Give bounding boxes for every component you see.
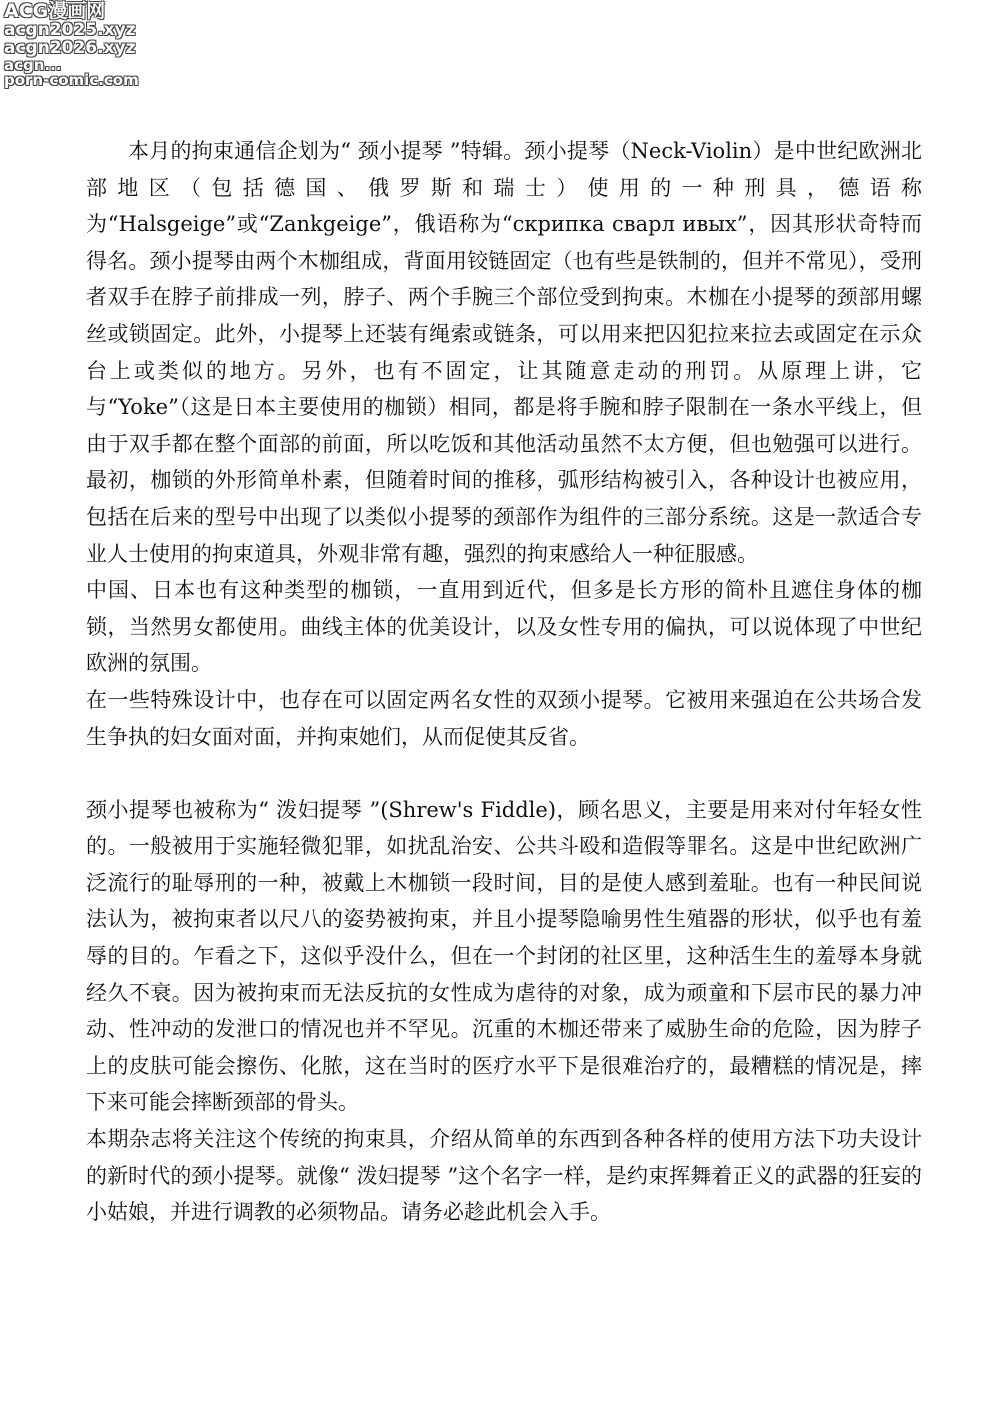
paragraph-spacer	[86, 755, 922, 792]
article-body	[86, 133, 922, 1231]
watermark-line: acgn2026.xyz	[4, 37, 136, 58]
paragraph: 在一些特殊设计中，也存在可以固定两名女性的双颈小提琴。它被用来强迫在公共场合发生争执的妇女面对面，并拘束她们，从而促使其反省。	[86, 687, 922, 749]
paragraph: 颈小提琴也被称为“ 泼妇提琴 ”(Shrew's Fiddle)，顾名思义，主要是用来对付年轻女性的。一般被用于实施轻微犯罪，如扰乱治安、公共斗殴和造假等罪名。这是中世纪欧洲广泛流行的耻辱刑的一种，被戴上木枷锁一段时间，目的是使人感到羞耻。也有一种民间说法认为，被拘束者以尺八的姿势被拘束，并且小提琴隐喻男性生殖器的形状，似乎也有羞辱的目的。乍看之下，这似乎没什么，但在一个封闭的社区里，这种活生生的羞辱本身就经久不衰。因为被拘束而无法反抗的女性成为虐待的对象，成为顽童和下层市民的暴力冲动、性冲动的发泄口的情况也并不罕见。沉重的木枷还带来了威胁生命的危险，因为脖子上的皮肤可能会擦伤、化脓，这在当时的医疗水平下是很难治疗的，最糟糕的情况是，摔下来可能会摔断颈部的骨头。	[86, 797, 922, 1115]
paragraph: 本月的拘束通信企划为“ 颈小提琴 ”特辑。颈小提琴（Neck-Violin）是中世纪欧洲北部地区（包括德国、俄罗斯和瑞士）使用的一种刑具，德语称为“Halsgeige”或“Zankgeige”，俄语称为“скрипка сварл ивых”，因其形状奇特而得名。颈小提琴由两个木枷组成，背面用铰链固定（也有些是铁制的，但并不常见），受刑者双手在脖子前排成一列，脖子、两个手腕三个部位受到拘束。木枷在小提琴的颈部用螺丝或锁固定。此外，小提琴上还装有绳索或链条，可以用来把囚犯拉来拉去或固定在示众台上或类似的地方。另外，也有不固定，让其随意走动的刑罚。从原理上讲，它与“Yoke”（这是日本主要使用的枷锁）相同，都是将手腕和脖子限制在一条水平线上，但由于双手都在整个面部的前面，所以吃饭和其他活动虽然不太方便，但也勉强可以进行。最初，枷锁的外形简单朴素，但随着时间的推移，弧形结构被引入，各种设计也被应用，包括在后来的型号中出现了以类似小提琴的颈部作为组件的三部分系统。这是一款适合专业人士使用的拘束道具，外观非常有趣，强烈的拘束感给人一种征服感。	[86, 139, 922, 566]
watermark-line: acgn2025.xyz	[4, 19, 136, 40]
watermark	[4, 2, 139, 89]
watermark-line: acgn...	[4, 55, 62, 74]
paragraph: 本期杂志将关注这个传统的拘束具，介绍从简单的东西到各种各样的使用方法下功夫设计的新时代的颈小提琴。就像“ 泼妇提琴 ”这个名字一样，是约束挥舞着正义的武器的狂妄的小姑娘，并进行调教的必须物品。请务必趁此机会入手。	[86, 1127, 922, 1225]
watermark-line: porn-comic.com	[4, 71, 139, 90]
paragraph: 中国、日本也有这种类型的枷锁，一直用到近代，但多是长方形的简朴且遮住身体的枷锁，当然男女都使用。曲线主体的优美设计，以及女性专用的偏执，可以说体现了中世纪欧洲的氛围。	[86, 578, 922, 676]
watermark-line: ACG漫画网	[4, 0, 106, 22]
